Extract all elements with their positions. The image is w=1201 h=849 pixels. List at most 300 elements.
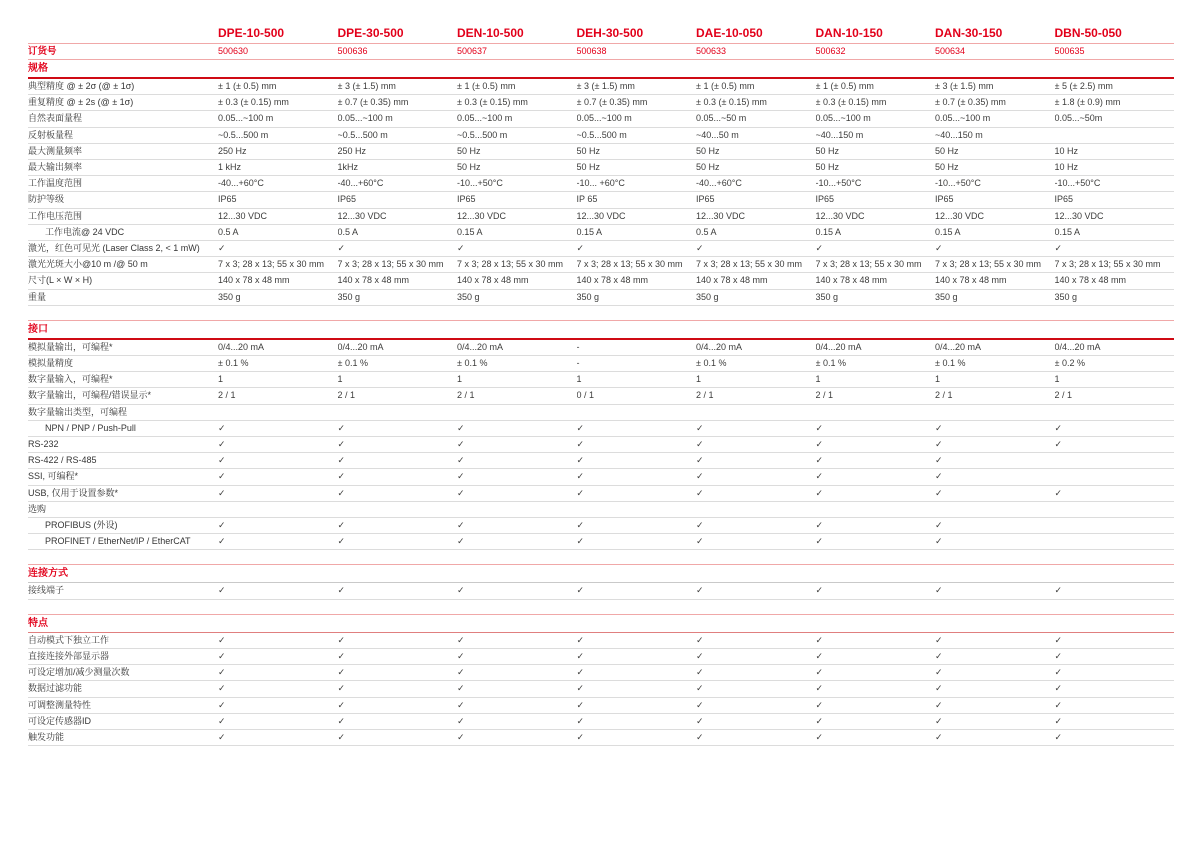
- cell-value: 50 Hz: [696, 145, 720, 156]
- check-mark: ✓: [696, 683, 704, 694]
- check-mark: ✓: [815, 731, 824, 742]
- cell-value: ± 0.1 %: [457, 358, 488, 369]
- column-header-model: DEH-30-500: [576, 26, 644, 40]
- spec-table: [28, 26, 1174, 746]
- cell-value: 140 x 78 x 48 mm: [935, 275, 1007, 286]
- cell-value: ± 0.3 (± 0.15) mm: [815, 97, 887, 108]
- cell-value: 7 x 3; 28 x 13; 55 x 30 mm: [815, 259, 922, 270]
- table-row: [28, 633, 1174, 649]
- check-mark: ✓: [457, 650, 465, 661]
- check-mark: ✓: [576, 699, 585, 710]
- table-row: [28, 225, 1174, 241]
- cell-value: ± 5 (± 2.5) mm: [1054, 81, 1113, 91]
- check-mark: ✓: [337, 455, 346, 466]
- cell-value: 12...30 VDC: [815, 210, 865, 221]
- cell-value: 350 g: [935, 291, 958, 302]
- cell-value: IP65: [457, 194, 476, 205]
- row-label: 重复精度 @ ± 2s (@ ± 1σ): [28, 97, 134, 108]
- column-header-model: DAN-10-150: [815, 26, 883, 40]
- row-label: 自然表面量程: [28, 113, 83, 124]
- row-label: 最大输出频率: [28, 162, 83, 173]
- check-mark: ✓: [218, 585, 226, 596]
- check-mark: ✓: [935, 715, 943, 726]
- table-row: [28, 273, 1174, 289]
- table-row: [28, 79, 1174, 95]
- order-number: 500632: [815, 46, 846, 56]
- check-mark: ✓: [696, 585, 704, 596]
- check-mark: ✓: [935, 487, 943, 498]
- check-mark: ✓: [218, 243, 226, 254]
- table-row: [28, 372, 1174, 388]
- check-mark: ✓: [576, 585, 585, 596]
- row-label: NPN / PNP / Push-Pull: [45, 422, 136, 433]
- cell-value: 350 g: [1054, 291, 1078, 302]
- cell-value: 50 Hz: [815, 145, 840, 156]
- check-mark: ✓: [337, 667, 346, 678]
- check-mark: ✓: [576, 634, 585, 645]
- cell-value: 12...30 VDC: [576, 210, 626, 221]
- check-mark: ✓: [218, 667, 226, 678]
- check-mark: ✓: [218, 650, 226, 661]
- cell-value: 0.15 A: [815, 226, 842, 237]
- check-mark: ✓: [696, 650, 704, 661]
- cell-value: 7 x 3; 28 x 13; 55 x 30 mm: [1054, 259, 1161, 270]
- table-row: [28, 209, 1174, 225]
- check-mark: ✓: [935, 439, 943, 450]
- check-mark: ✓: [337, 536, 346, 547]
- cell-value: 1: [576, 374, 582, 385]
- check-mark: ✓: [935, 471, 943, 482]
- cell-value: 0.05...~100 m: [576, 113, 632, 124]
- check-mark: ✓: [696, 536, 704, 547]
- table-row: [28, 111, 1174, 127]
- check-mark: ✓: [935, 634, 943, 645]
- check-mark: ✓: [576, 243, 585, 254]
- cell-value: 12...30 VDC: [935, 210, 985, 221]
- row-label: 选购: [28, 503, 47, 514]
- check-mark: ✓: [696, 715, 704, 726]
- order-number: 500636: [337, 46, 368, 56]
- cell-value: 250 Hz: [218, 145, 247, 156]
- check-mark: ✓: [337, 650, 346, 661]
- cell-value: 140 x 78 x 48 mm: [815, 275, 888, 286]
- cell-value: 1: [1054, 374, 1060, 385]
- cell-value: ~40...150 m: [935, 129, 983, 140]
- check-mark: ✓: [337, 243, 346, 254]
- cell-value: -10... +60°C: [576, 178, 625, 189]
- check-mark: ✓: [576, 422, 585, 433]
- cell-value: 50 Hz: [696, 162, 720, 173]
- cell-value: 350 g: [815, 291, 839, 302]
- row-label: USB, 仅用于设置参数*: [28, 487, 119, 498]
- check-mark: ✓: [337, 422, 346, 433]
- cell-value: 140 x 78 x 48 mm: [337, 275, 410, 286]
- check-mark: ✓: [815, 585, 824, 596]
- check-mark: ✓: [1054, 634, 1063, 645]
- cell-value: 140 x 78 x 48 mm: [218, 275, 290, 286]
- check-mark: ✓: [815, 422, 824, 433]
- table-row: [28, 176, 1174, 192]
- table-row: [28, 714, 1174, 730]
- check-mark: ✓: [576, 715, 585, 726]
- check-mark: ✓: [696, 699, 704, 710]
- check-mark: ✓: [457, 715, 465, 726]
- check-mark: ✓: [696, 731, 704, 742]
- check-mark: ✓: [815, 715, 824, 726]
- check-mark: ✓: [696, 487, 704, 498]
- column-header-model: DAN-30-150: [935, 26, 1003, 40]
- column-header-model: DEN-10-500: [457, 26, 524, 40]
- row-label: 重量: [28, 291, 47, 302]
- table-row: [28, 469, 1174, 485]
- check-mark: ✓: [337, 471, 346, 482]
- cell-value: 1 kHz: [218, 162, 242, 173]
- cell-value: 50 Hz: [576, 162, 601, 173]
- check-mark: ✓: [576, 667, 585, 678]
- table-row: [28, 534, 1174, 550]
- cell-value: 50 Hz: [935, 145, 959, 156]
- cell-value: ± 0.1 %: [815, 358, 846, 369]
- cell-value: IP65: [1054, 194, 1074, 205]
- cell-value: 0/4...20 mA: [1054, 341, 1101, 352]
- cell-value: 0/4...20 mA: [337, 341, 384, 352]
- cell-value: 50 Hz: [457, 162, 481, 173]
- cell-value: 12...30 VDC: [457, 210, 507, 221]
- check-mark: ✓: [815, 243, 824, 254]
- check-mark: ✓: [457, 520, 465, 531]
- check-mark: ✓: [1054, 667, 1063, 678]
- section-2: [28, 320, 1174, 551]
- check-mark: ✓: [696, 471, 704, 482]
- check-mark: ✓: [935, 683, 943, 694]
- section-4: [28, 614, 1174, 746]
- table-row: [28, 730, 1174, 746]
- model-header-row: [28, 26, 1174, 43]
- cell-value: 0 / 1: [576, 390, 595, 401]
- cell-value: 140 x 78 x 48 mm: [457, 275, 529, 286]
- section-title: 特点: [28, 614, 1174, 633]
- cell-value: ± 0.7 (± 0.35) mm: [935, 97, 1006, 108]
- row-label: 模拟量输出，可编程*: [28, 341, 113, 352]
- cell-value: ± 1 (± 0.5) mm: [696, 81, 755, 91]
- cell-value: 0/4...20 mA: [218, 341, 265, 352]
- check-mark: ✓: [218, 439, 226, 450]
- check-mark: ✓: [1054, 422, 1063, 433]
- section-3: [28, 564, 1174, 599]
- check-mark: ✓: [935, 650, 943, 661]
- cell-value: 0.15 A: [457, 226, 483, 237]
- check-mark: ✓: [935, 536, 943, 547]
- table-row: [28, 160, 1174, 176]
- cell-value: 50 Hz: [935, 162, 959, 173]
- cell-value: -: [576, 341, 580, 352]
- cell-value: 10 Hz: [1054, 162, 1079, 173]
- column-header-model: DPE-10-500: [218, 26, 285, 40]
- row-label: 可设定传感器ID: [28, 715, 92, 726]
- check-mark: ✓: [935, 520, 943, 531]
- section-1: [28, 60, 1174, 306]
- cell-value: 12...30 VDC: [218, 210, 268, 221]
- check-mark: ✓: [218, 683, 226, 694]
- cell-value: 2 / 1: [696, 390, 714, 401]
- cell-value: IP65: [218, 194, 237, 205]
- cell-value: IP65: [815, 194, 835, 205]
- cell-value: 12...30 VDC: [696, 210, 746, 221]
- table-subheader-row: [28, 405, 1174, 421]
- check-mark: ✓: [457, 422, 465, 433]
- row-label: 接线端子: [28, 585, 65, 596]
- cell-value: 0.15 A: [935, 226, 961, 237]
- row-label: RS-232: [28, 439, 59, 450]
- cell-value: 1: [935, 374, 941, 385]
- check-mark: ✓: [815, 683, 824, 694]
- check-mark: ✓: [576, 536, 585, 547]
- cell-value: -10...+50°C: [935, 178, 981, 189]
- check-mark: ✓: [696, 520, 704, 531]
- row-label: 数据过滤功能: [28, 683, 83, 694]
- check-mark: ✓: [576, 731, 585, 742]
- section-title: 连接方式: [28, 564, 1174, 583]
- row-label: 激光，红色可见光 (Laser Class 2, < 1 mW): [28, 243, 200, 254]
- cell-value: 350 g: [696, 291, 719, 302]
- check-mark: ✓: [457, 634, 465, 645]
- check-mark: ✓: [218, 520, 226, 531]
- row-label: 模拟量精度: [28, 358, 74, 369]
- check-mark: ✓: [696, 422, 704, 433]
- row-label: PROFINET / EtherNet/IP / EtherCAT: [45, 536, 191, 547]
- check-mark: ✓: [337, 487, 346, 498]
- check-mark: ✓: [457, 439, 465, 450]
- table-row: [28, 356, 1174, 372]
- check-mark: ✓: [696, 634, 704, 645]
- row-label: 反射板量程: [28, 129, 74, 140]
- cell-value: IP65: [935, 194, 954, 205]
- cell-value: 7 x 3; 28 x 13; 55 x 30 mm: [457, 259, 564, 270]
- check-mark: ✓: [1054, 243, 1063, 254]
- cell-value: 7 x 3; 28 x 13; 55 x 30 mm: [218, 259, 325, 270]
- cell-value: ± 0.3 (± 0.15) mm: [696, 97, 767, 108]
- order-row-label: 订货号: [28, 46, 57, 57]
- cell-value: 1: [815, 374, 821, 385]
- cell-value: 0.05...~50m: [1054, 113, 1103, 124]
- table-row: [28, 486, 1174, 502]
- row-label: 工作温度范围: [28, 178, 83, 189]
- cell-value: 10 Hz: [1054, 145, 1079, 156]
- table-row: [28, 437, 1174, 453]
- check-mark: ✓: [457, 471, 465, 482]
- check-mark: ✓: [337, 585, 346, 596]
- check-mark: ✓: [218, 487, 226, 498]
- order-number-row: [28, 43, 1174, 60]
- order-number: 500635: [1054, 46, 1085, 56]
- check-mark: ✓: [218, 455, 226, 466]
- cell-value: ± 0.3 (± 0.15) mm: [457, 97, 528, 108]
- check-mark: ✓: [337, 634, 346, 645]
- cell-value: 50 Hz: [576, 145, 601, 156]
- row-label: 直接连接外部显示器: [28, 650, 110, 661]
- check-mark: ✓: [457, 683, 465, 694]
- check-mark: ✓: [337, 731, 346, 742]
- cell-value: ± 0.1 %: [337, 358, 368, 369]
- check-mark: ✓: [696, 455, 704, 466]
- cell-value: ± 3 (± 1.5) mm: [935, 81, 994, 91]
- cell-value: 0.5 A: [696, 226, 717, 237]
- order-number: 500638: [576, 46, 607, 56]
- cell-value: 0/4...20 mA: [815, 341, 862, 352]
- cell-value: 1: [218, 374, 224, 385]
- cell-value: ± 1.8 (± 0.9) mm: [1054, 97, 1121, 108]
- check-mark: ✓: [218, 634, 226, 645]
- check-mark: ✓: [696, 243, 704, 254]
- check-mark: ✓: [815, 634, 824, 645]
- check-mark: ✓: [457, 536, 465, 547]
- row-label: SSI, 可编程*: [28, 471, 79, 482]
- check-mark: ✓: [576, 471, 585, 482]
- cell-value: 350 g: [457, 291, 480, 302]
- cell-value: 0.05...~50 m: [696, 113, 747, 124]
- table-row: [28, 290, 1174, 306]
- row-label: 工作电压范围: [28, 210, 83, 221]
- check-mark: ✓: [218, 715, 226, 726]
- check-mark: ✓: [815, 536, 824, 547]
- check-mark: ✓: [815, 699, 824, 710]
- cell-value: 2 / 1: [1054, 390, 1073, 401]
- cell-value: -10...+50°C: [1054, 178, 1101, 189]
- table-row: [28, 698, 1174, 714]
- cell-value: 140 x 78 x 48 mm: [1054, 275, 1127, 286]
- check-mark: ✓: [457, 667, 465, 678]
- check-mark: ✓: [457, 731, 465, 742]
- cell-value: 350 g: [218, 291, 241, 302]
- cell-value: IP65: [696, 194, 715, 205]
- column-header-model: DAE-10-050: [696, 26, 763, 40]
- check-mark: ✓: [576, 439, 585, 450]
- table-row: [28, 388, 1174, 404]
- order-number: 500633: [696, 46, 727, 56]
- cell-value: 7 x 3; 28 x 13; 55 x 30 mm: [935, 259, 1042, 270]
- check-mark: ✓: [815, 650, 824, 661]
- cell-value: ~0.5...500 m: [218, 129, 269, 140]
- cell-value: -10...+50°C: [815, 178, 862, 189]
- cell-value: ± 0.1 %: [218, 358, 249, 369]
- check-mark: ✓: [696, 439, 704, 450]
- row-label: 触发功能: [28, 731, 65, 742]
- row-label: 可设定增加/减少测量次数: [28, 667, 130, 678]
- row-label: 自动模式下独立工作: [28, 634, 110, 645]
- table-row: [28, 583, 1174, 599]
- row-label: 典型精度 @ ± 2σ (@ ± 1σ): [28, 81, 135, 91]
- check-mark: ✓: [457, 455, 465, 466]
- check-mark: ✓: [1054, 699, 1063, 710]
- cell-value: ± 0.7 (± 0.35) mm: [337, 97, 409, 108]
- cell-value: ± 0.1 %: [935, 358, 966, 369]
- cell-value: ~0.5...500 m: [457, 129, 508, 140]
- cell-value: IP65: [337, 194, 357, 205]
- cell-value: 0.05...~100 m: [815, 113, 871, 124]
- table-row: [28, 421, 1174, 437]
- cell-value: 7 x 3; 28 x 13; 55 x 30 mm: [696, 259, 803, 270]
- check-mark: ✓: [815, 520, 824, 531]
- check-mark: ✓: [935, 731, 943, 742]
- row-label: 数字量输出类型，可编程: [28, 406, 128, 417]
- cell-value: ± 1 (± 0.5) mm: [218, 81, 277, 91]
- order-number: 500630: [218, 46, 249, 56]
- check-mark: ✓: [576, 520, 585, 531]
- column-header-model: DBN-50-050: [1054, 26, 1122, 40]
- table-row: [28, 144, 1174, 160]
- table-subheader-row: [28, 502, 1174, 518]
- cell-value: 250 Hz: [337, 145, 367, 156]
- row-label: 数字量输出，可编程/错误显示*: [28, 390, 152, 401]
- check-mark: ✓: [1054, 650, 1063, 661]
- check-mark: ✓: [576, 487, 585, 498]
- cell-value: 0.15 A: [1054, 226, 1081, 237]
- cell-value: 140 x 78 x 48 mm: [696, 275, 768, 286]
- cell-value: 0/4...20 mA: [696, 341, 743, 352]
- check-mark: ✓: [935, 585, 943, 596]
- cell-value: ± 0.2 %: [1054, 358, 1085, 369]
- row-label: 工作电流@ 24 VDC: [45, 226, 125, 237]
- cell-value: 2 / 1: [457, 390, 475, 401]
- cell-value: -40...+60°C: [337, 178, 384, 189]
- cell-value: 1kHz: [337, 162, 359, 173]
- cell-value: 2 / 1: [815, 390, 834, 401]
- check-mark: ✓: [337, 683, 346, 694]
- check-mark: ✓: [815, 487, 824, 498]
- check-mark: ✓: [1054, 683, 1063, 694]
- cell-value: 0/4...20 mA: [935, 341, 982, 352]
- row-label: 激光光斑大小@10 m /@ 50 m: [28, 259, 148, 270]
- check-mark: ✓: [576, 455, 585, 466]
- row-label: 防护等级: [28, 194, 65, 205]
- cell-value: 1: [337, 374, 343, 385]
- table-row: [28, 257, 1174, 273]
- check-mark: ✓: [218, 731, 226, 742]
- row-label: RS-422 / RS-485: [28, 455, 97, 466]
- cell-value: -10...+50°C: [457, 178, 503, 189]
- cell-value: 0.5 A: [337, 226, 359, 237]
- cell-value: 0.05...~100 m: [457, 113, 513, 124]
- cell-value: 0.05...~100 m: [218, 113, 274, 124]
- row-label: 可调整测量特性: [28, 699, 92, 710]
- cell-value: 350 g: [576, 291, 600, 302]
- check-mark: ✓: [1054, 487, 1063, 498]
- check-mark: ✓: [935, 243, 943, 254]
- cell-value: 12...30 VDC: [1054, 210, 1104, 221]
- check-mark: ✓: [815, 439, 824, 450]
- check-mark: ✓: [935, 699, 943, 710]
- check-mark: ✓: [337, 520, 346, 531]
- cell-value: 0.05...~100 m: [337, 113, 393, 124]
- cell-value: ~0.5...500 m: [576, 129, 627, 140]
- cell-value: ± 0.1 %: [696, 358, 727, 369]
- table-row: [28, 241, 1174, 257]
- cell-value: ± 3 (± 1.5) mm: [576, 81, 635, 91]
- check-mark: ✓: [337, 699, 346, 710]
- cell-value: ± 0.7 (± 0.35) mm: [576, 97, 648, 108]
- check-mark: ✓: [218, 536, 226, 547]
- row-label: 尺寸(L × W × H): [28, 275, 93, 286]
- cell-value: 0.05...~100 m: [935, 113, 991, 124]
- row-label: 最大测量频率: [28, 145, 83, 156]
- check-mark: ✓: [1054, 731, 1063, 742]
- check-mark: ✓: [457, 699, 465, 710]
- check-mark: ✓: [1054, 585, 1063, 596]
- cell-value: 0.15 A: [576, 226, 603, 237]
- check-mark: ✓: [337, 715, 346, 726]
- order-number: 500637: [457, 46, 488, 56]
- cell-value: ~0.5...500 m: [337, 129, 388, 140]
